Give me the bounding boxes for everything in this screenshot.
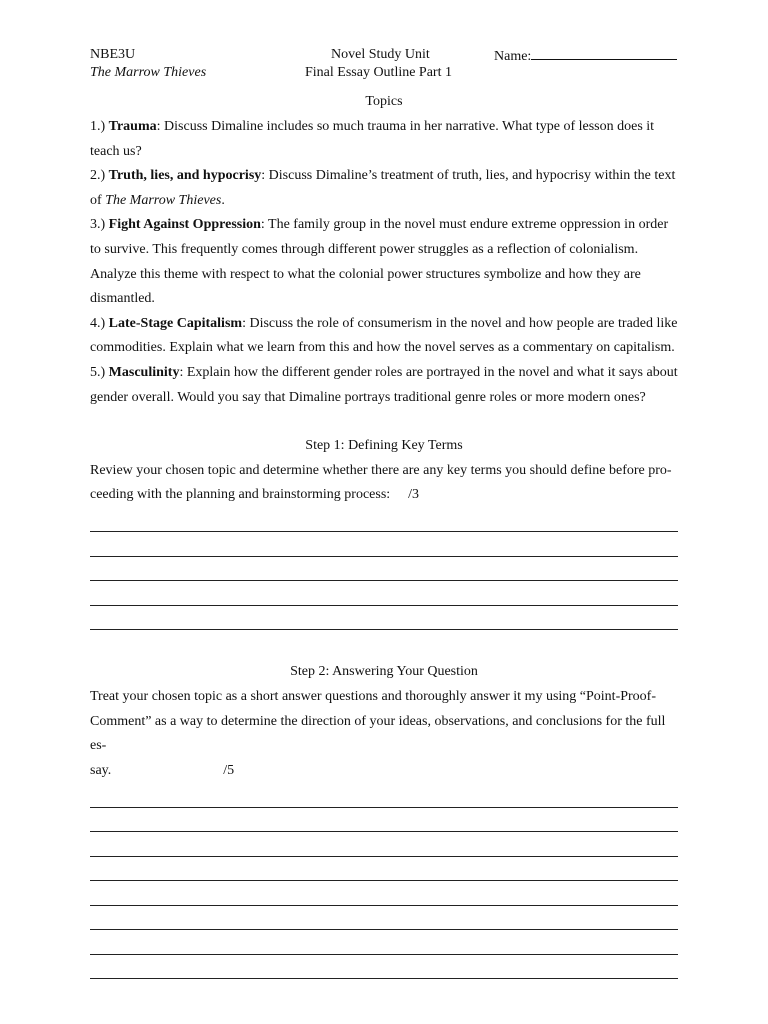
topic-title: Fight Against Oppression [108,217,261,233]
step1-answer-lines[interactable] [90,508,678,631]
novel-title: The Marrow Thieves [90,65,207,80]
step1-heading: Step 1: Defining Key Terms [305,438,463,454]
assignment-title: Final Essay Outline Part 1 [305,65,452,80]
topics-list [90,115,678,410]
answer-line[interactable] [90,508,678,533]
worksheet-page [90,46,678,979]
step2-instructions-line1: Treat your chosen topic as a short answer questions and thoroughly answer it my using “Point-Proof- [90,689,657,704]
name-label: Name: [494,49,532,64]
topic-item: 3.) Fight Against Oppression: The family group in the novel must endure extreme oppression in order to survive. This frequently comes through different power struggles as a reflection of colonialism. Analyze this theme with respect to what the colonial power structures symbolize and how they are dismantled. [90,217,669,307]
answer-line[interactable] [90,581,678,606]
novel-reference: The Marrow Thieves [105,192,222,208]
topic-title: Late-Stage Capitalism [108,315,243,331]
answer-line[interactable] [90,881,678,906]
topic-title: Truth, lies, and hypocrisy [108,168,262,184]
step2-marks: /5 [223,762,235,778]
step2-instructions-line2: Comment” as a way to determine the direction of your ideas, observations, and conclusions for the full es- [90,713,666,754]
topic-title: Masculinity [108,364,180,380]
topic-item: 5.) Masculinity: Explain how the different gender roles are portrayed in the novel and what it says about gender overall. Would you say that Dimaline portrays traditional genre roles or more modern ones? [90,364,678,405]
step2-instructions-line3: say. /5 [90,762,235,778]
topics-heading: Topics [365,94,403,109]
answer-line[interactable] [90,532,678,557]
step1-instructions-line1: Review your chosen topic and determine whether there are any key terms you should define before pro- [90,462,672,478]
name-field[interactable] [494,46,677,66]
header-left [90,46,206,82]
step1-instructions-line2: ceeding with the planning and brainstorming process: /3 [90,487,420,503]
unit-title: Novel Study Unit [331,47,430,62]
topic-item: 1.) Trauma: Discuss Dimaline includes so much trauma in her narrative. What type of lesson does it teach us? [90,119,655,159]
step1-section [90,434,678,630]
step2-section [90,660,678,979]
step2-heading: Step 2: Answering Your Question [290,664,478,680]
step1-marks: /3 [408,487,420,503]
name-blank[interactable] [531,46,677,60]
document-header [90,46,678,86]
answer-line[interactable] [90,606,678,631]
topic-item: 2.) Truth, lies, and hypocrisy: Discuss Dimaline’s treatment of truth, lies, and hypocrisy within the text of The Marrow Thieves. [90,168,676,208]
answer-line[interactable] [90,930,678,955]
step2-answer-lines[interactable] [90,783,678,979]
answer-line[interactable] [90,857,678,882]
answer-line[interactable] [90,955,678,980]
answer-line[interactable] [90,557,678,582]
topic-title: Trauma [108,119,157,134]
topic-item: 4.) Late-Stage Capitalism: Discuss the role of consumerism in the novel and how people are traded like commodities. Explain what we learn from this and how the novel serves as a commentary on capitalism. [90,315,678,356]
answer-line[interactable] [90,906,678,931]
answer-line[interactable] [90,832,678,857]
answer-line[interactable] [90,783,678,808]
header-center [305,46,452,82]
answer-line[interactable] [90,808,678,833]
course-code: NBE3U [90,47,136,62]
